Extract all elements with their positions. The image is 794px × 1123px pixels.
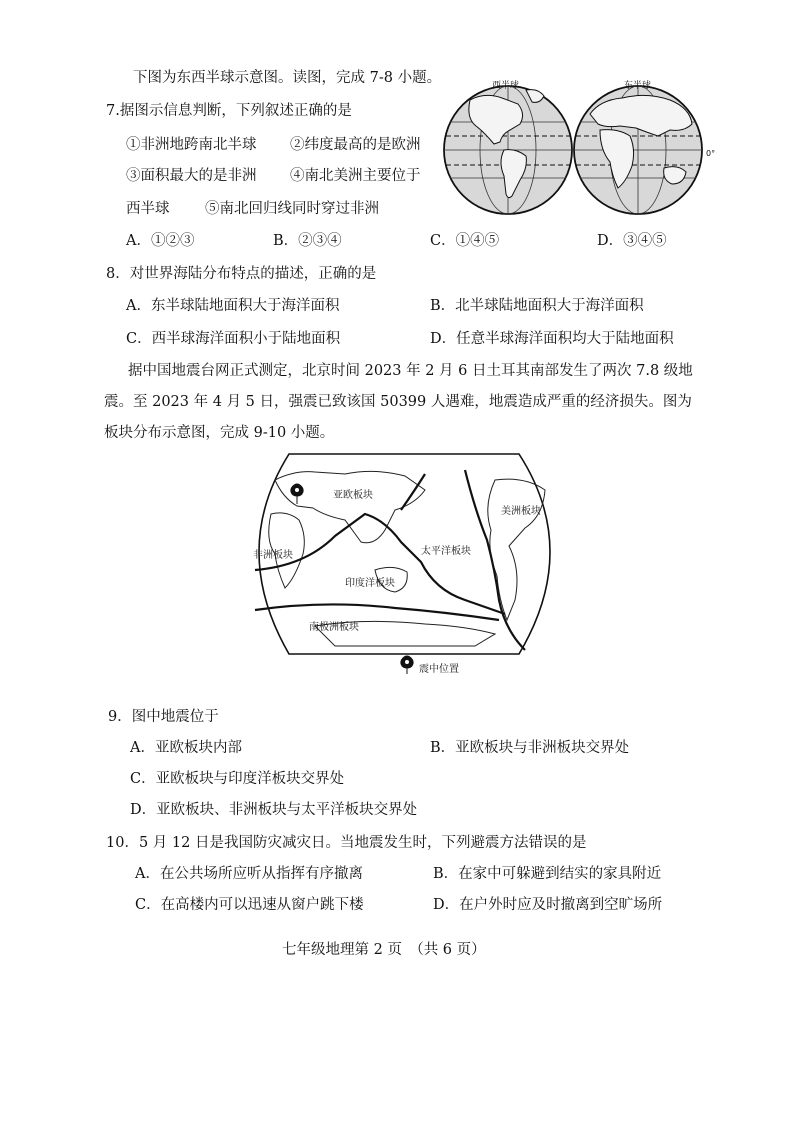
legend-epicenter-label: 震中位置 <box>419 664 459 675</box>
passage-line-1: 据中国地震台网正式测定，北京时间 2023 年 2 月 6 日土耳其南部发生了两次 7.8 级地 <box>128 363 693 379</box>
q9-option-c: C．亚欧板块与印度洋板块交界处 <box>130 771 345 787</box>
q9-option-a: A．亚欧板块内部 <box>130 740 242 756</box>
q9-option-b: B．亚欧板块与非洲板块交界处 <box>430 740 630 756</box>
plate-label-african: 非洲板块 <box>253 550 293 561</box>
plate-label-american: 美洲板块 <box>501 506 541 517</box>
q10-option-a: A．在公共场所应听从指挥有序撤离 <box>135 866 363 882</box>
question-9-stem: 9．图中地震位于 <box>108 709 219 725</box>
q7-statement-2: ②纬度最高的是欧洲 <box>290 137 421 153</box>
q8-option-c: C．西半球海洋面积小于陆地面积 <box>126 331 341 347</box>
q7-statement-5: ⑤南北回归线同时穿过非洲 <box>205 201 379 217</box>
hemispheres-figure <box>440 70 730 220</box>
q7-statement-4-cont: 西半球 <box>126 201 170 217</box>
plate-label-indian: 印度洋板块 <box>345 578 395 589</box>
equator-zero-label: 0° <box>706 149 716 158</box>
question-10-stem: 10．5 月 12 日是我国防灾减灾日。当地震发生时，下列避震方法错误的是 <box>106 835 587 851</box>
plate-map-figure <box>225 450 585 675</box>
q10-option-d: D．在户外时应及时撤离到空旷场所 <box>433 897 663 913</box>
question-7-stem: 7.据图示信息判断，下列叙述正确的是 <box>106 103 352 119</box>
q9-option-d: D．亚欧板块、非洲板块与太平洋板块交界处 <box>130 802 418 818</box>
plate-label-antarctic: 南极洲板块 <box>309 622 359 633</box>
plate-label-pacific: 太平洋板块 <box>421 546 471 557</box>
q7-statement-1: ①非洲地跨南北半球 <box>126 137 257 153</box>
legend-epicenter-icon <box>401 656 413 674</box>
q10-option-c: C．在高楼内可以迅速从窗户跳下楼 <box>135 897 364 913</box>
q7-option-b: B．②③④ <box>273 233 342 249</box>
passage-line-2: 震。至 2023 年 4 月 5 日，强震已致该国 50399 人遇难，地震造成严重的经济损失。图为 <box>104 394 692 410</box>
q8-option-d: D．任意半球海洋面积均大于陆地面积 <box>430 331 674 347</box>
q7-statement-3: ③面积最大的是非洲 <box>126 168 257 184</box>
eastern-hemisphere <box>574 86 702 214</box>
east-hemisphere-label: 东半球 <box>624 81 652 91</box>
q7-statement-4: ④南北美洲主要位于 <box>290 168 421 184</box>
question-8-stem: 8．对世界海陆分布特点的描述，正确的是 <box>106 266 377 282</box>
western-hemisphere <box>444 86 572 214</box>
q7-option-a: A．①②③ <box>126 233 195 249</box>
section-intro-7-8: 下图为东西半球示意图。读图，完成 7-8 小题。 <box>133 70 442 86</box>
page-footer: 七年级地理第 2 页 （共 6 页） <box>282 942 486 958</box>
q8-option-a: A．东半球陆地面积大于海洋面积 <box>126 298 340 314</box>
west-hemisphere-label: 西半球 <box>492 81 520 91</box>
q7-option-c: C．①④⑤ <box>430 233 500 249</box>
q8-option-b: B．北半球陆地面积大于海洋面积 <box>430 298 644 314</box>
q10-option-b: B．在家中可躲避到结实的家具附近 <box>433 866 662 882</box>
passage-line-3: 板块分布示意图，完成 9-10 小题。 <box>104 425 335 441</box>
q7-option-d: D．③④⑤ <box>597 233 667 249</box>
plate-label-eurasian: 亚欧板块 <box>333 490 373 501</box>
